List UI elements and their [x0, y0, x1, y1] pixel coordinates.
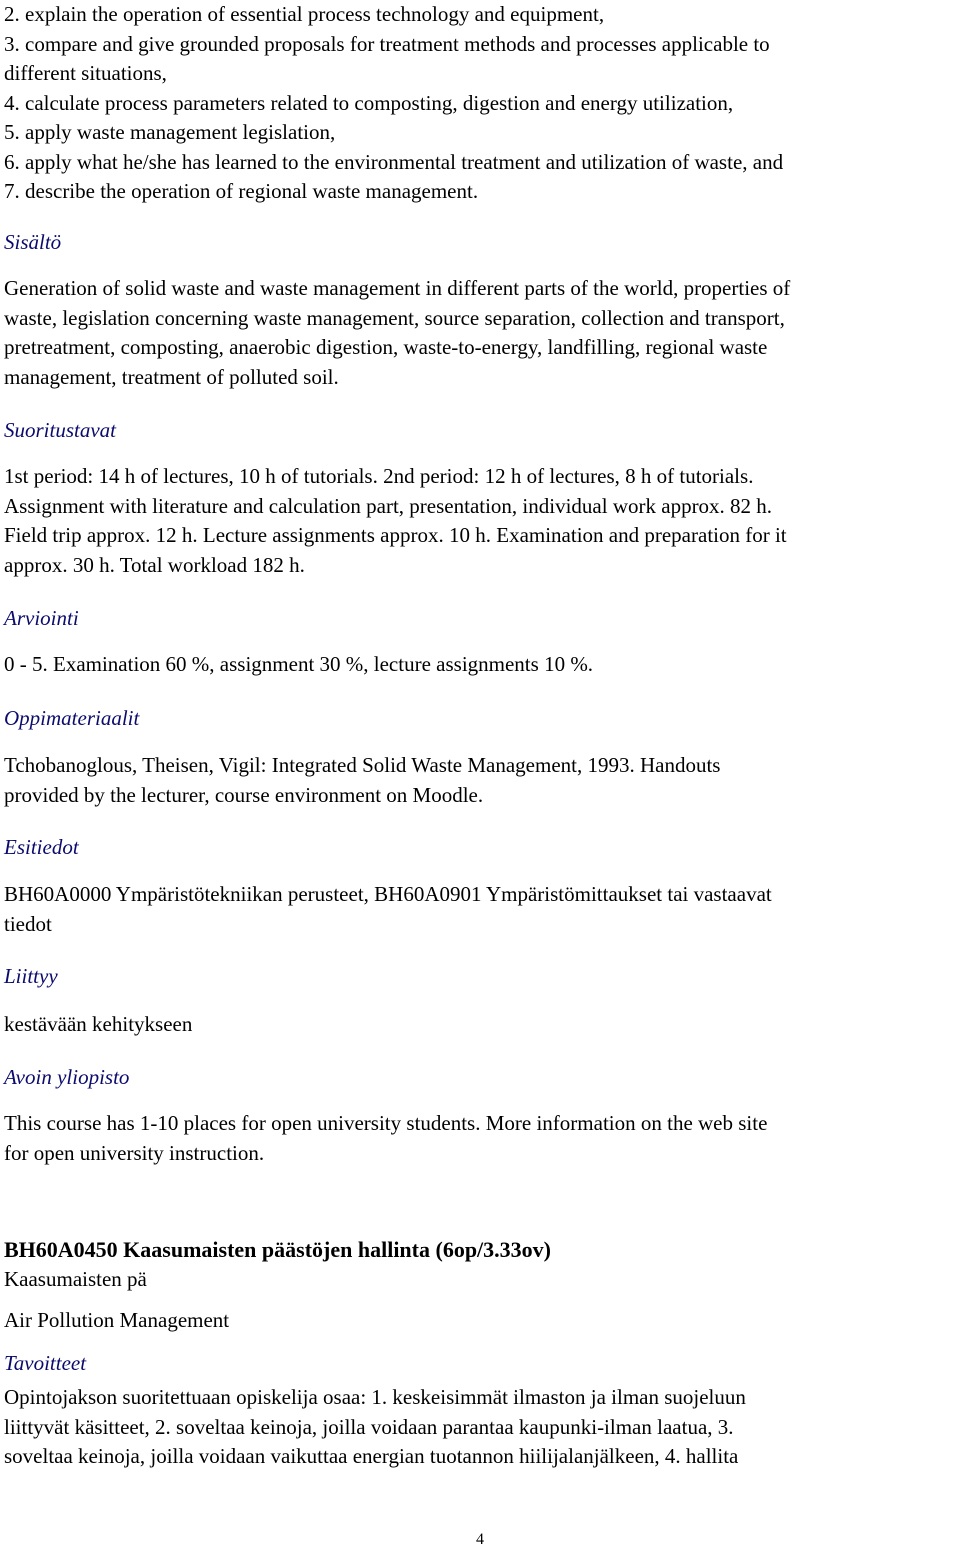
- section-heading-tavoitteet: Tavoitteet: [4, 1351, 87, 1375]
- section-heading-oppimateriaalit: Oppimateriaalit: [4, 706, 140, 730]
- paragraph-line: Assignment with literature and calculation part, presentation, individual work approx. 82 h.: [4, 493, 773, 518]
- paragraph-line: approx. 30 h. Total workload 182 h.: [4, 552, 305, 577]
- section-heading-sisalto: Sisältö: [4, 230, 62, 254]
- section-body-oppimateriaalit: [4, 751, 956, 810]
- course-subtitle-en: [4, 1306, 956, 1336]
- section-body-tavoitteet: [4, 1383, 956, 1472]
- objective-line: 7. describe the operation of regional waste management.: [4, 179, 479, 203]
- paragraph-line: kestävään kehitykseen: [4, 1012, 193, 1036]
- section-heading-esitiedot: Esitiedot: [4, 835, 79, 859]
- subtitle-en-text: Air Pollution Management: [4, 1308, 230, 1332]
- paragraph-line: provided by the lecturer, course environment on Moodle.: [4, 782, 484, 807]
- section-body-esitiedot: [4, 880, 956, 939]
- paragraph-line: This course has 1-10 places for open university students. More information on the web site: [4, 1111, 768, 1135]
- paragraph-line: 1st period: 14 h of lectures, 10 h of tutorials. 2nd period: 12 h of lectures, 8 h of tutorials.: [4, 464, 754, 488]
- paragraph-line: Field trip approx. 12 h. Lecture assignments approx. 10 h. Examination and preparation for it: [4, 523, 787, 547]
- section-body-liittyy: [4, 1010, 956, 1040]
- objective-line: 3. compare and give grounded proposals for treatment methods and processes applicable to: [4, 31, 770, 56]
- objective-line: 6. apply what he/she has learned to the environmental treatment and utilization of waste, and: [4, 149, 784, 174]
- section-body-avoin-yliopisto: [4, 1109, 956, 1168]
- objective-line: 2. explain the operation of essential process technology and equipment,: [4, 2, 605, 26]
- section-heading-liittyy: Liittyy: [4, 964, 58, 988]
- objective-line: 5. apply waste management legislation,: [4, 120, 336, 144]
- paragraph-line: Generation of solid waste and waste management in different parts of the world, properties of: [4, 276, 791, 300]
- paragraph-line: for open university instruction.: [4, 1140, 265, 1165]
- subtitle-fi-text: Kaasumaisten pä: [4, 1267, 147, 1291]
- objectives-list: [4, 0, 956, 207]
- paragraph-line: tiedot: [4, 911, 52, 936]
- section-heading-avoin-yliopisto: Avoin yliopisto: [4, 1065, 130, 1089]
- section-body-suoritustavat: [4, 462, 956, 580]
- paragraph-line: BH60A0000 Ympäristötekniikan perusteet, BH60A0901 Ympäristömittaukset tai vastaavat: [4, 882, 772, 906]
- paragraph-line: Tchobanoglous, Theisen, Vigil: Integrated Solid Waste Management, 1993. Handouts: [4, 753, 721, 777]
- objective-line: 4. calculate process parameters related to composting, digestion and energy utilization,: [4, 90, 734, 115]
- page-number: 4: [476, 1531, 484, 1548]
- paragraph-line: management, treatment of polluted soil.: [4, 364, 339, 389]
- paragraph-line: pretreatment, composting, anaerobic digestion, waste-to-energy, landfilling, regional waste: [4, 335, 768, 359]
- paragraph-line: 0 - 5. Examination 60 %, assignment 30 %, lecture assignments 10 %.: [4, 652, 594, 676]
- paragraph-line: liittyvät käsitteet, 2. soveltaa keinoja, joilla voidaan parantaa kaupunki-ilman laatua, 3.: [4, 1414, 734, 1439]
- paragraph-line: waste, legislation concerning waste management, source separation, collection and transport,: [4, 305, 785, 330]
- section-body-arviointi: [4, 650, 956, 680]
- paragraph-line: soveltaa keinoja, joilla voidaan vaikuttaa energian tuotannon hiilijalanjälkeen, 4. hallita: [4, 1444, 739, 1468]
- course-subtitle-fi: [4, 1265, 956, 1295]
- section-heading-suoritustavat: Suoritustavat: [4, 418, 117, 442]
- section-body-sisalto: [4, 274, 956, 392]
- objective-line: different situations,: [4, 61, 167, 85]
- course-title: BH60A0450 Kaasumaisten päästöjen hallinta (6op/3.33ov): [4, 1237, 551, 1262]
- paragraph-line: Opintojakson suoritettuaan opiskelija osaa: 1. keskeisimmät ilmaston ja ilman suojeluun: [4, 1385, 746, 1409]
- section-heading-arviointi: Arviointi: [4, 606, 79, 630]
